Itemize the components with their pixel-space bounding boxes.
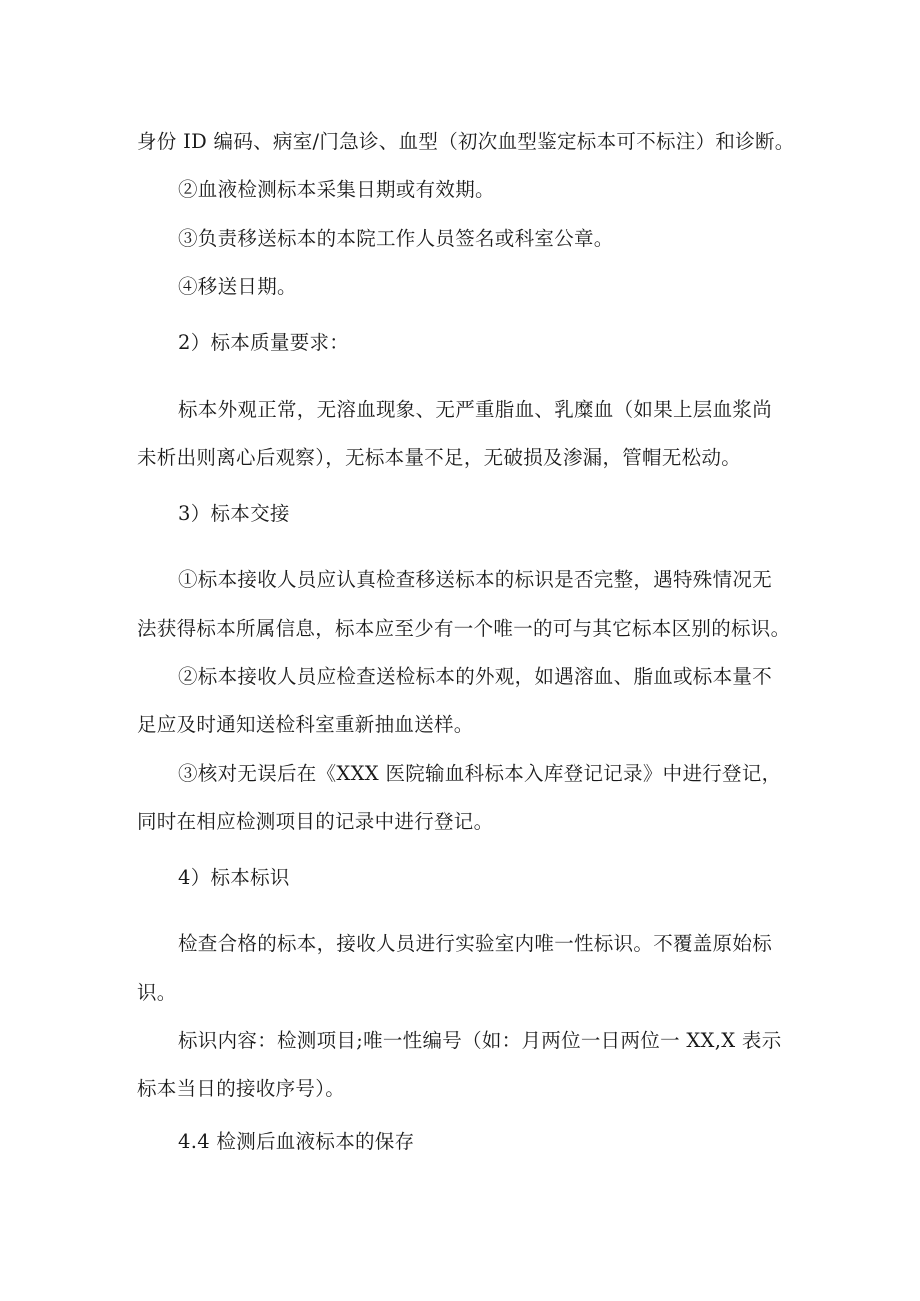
text-line: 足应及时通知送检科室重新抽血送样。 — [137, 713, 474, 736]
text-line: ③负责移送标本的本院工作人员签名或科室公章。 — [178, 227, 614, 250]
text-line: 检查合格的标本，接收人员进行实验室内唯一性标识。不覆盖原始标 — [178, 932, 773, 955]
text-line: ②血液检测标本采集日期或有效期。 — [178, 178, 495, 201]
text-line: 法获得标本所属信息，标本应至少有一个唯一的可与其它标本区别的标识。 — [137, 617, 791, 640]
text-line: ③核对无误后在《XXX 医院输血科标本入库登记记录》中进行登记， — [178, 762, 782, 785]
section-heading: 2）标本质量要求： — [178, 331, 350, 354]
section-heading: 4.4 检测后血液标本的保存 — [178, 1130, 415, 1153]
text-line: 标识内容：检测项目;唯一性编号（如：月两位一日两位一 XX,X 表示 — [178, 1029, 782, 1052]
text-line: 标本当日的接收序号）。 — [137, 1077, 346, 1100]
text-line: 同时在相应检测项目的记录中进行登记。 — [137, 810, 494, 833]
text-line: 识。 — [137, 981, 177, 1004]
section-heading: 3）标本交接 — [178, 502, 290, 525]
text-line: ④移送日期。 — [178, 275, 297, 298]
text-line: 未析出则离心后观察），无标本量不足，无破损及渗漏，管帽无松动。 — [137, 446, 742, 469]
section-heading: 4）标本标识 — [178, 866, 290, 889]
text-line: 身份 ID 编码、病室/门急诊、血型（初次血型鉴定标本可不标注）和诊断。 — [137, 130, 795, 153]
text-line: ②标本接收人员应检查送检标本的外观，如遇溶血、脂血或标本量不 — [178, 665, 773, 688]
text-line: ①标本接收人员应认真检查移送标本的标识是否完整，遇特殊情况无 — [178, 568, 773, 591]
text-line: 标本外观正常，无溶血现象、无严重脂血、乳糜血（如果上层血浆尚 — [178, 398, 773, 421]
